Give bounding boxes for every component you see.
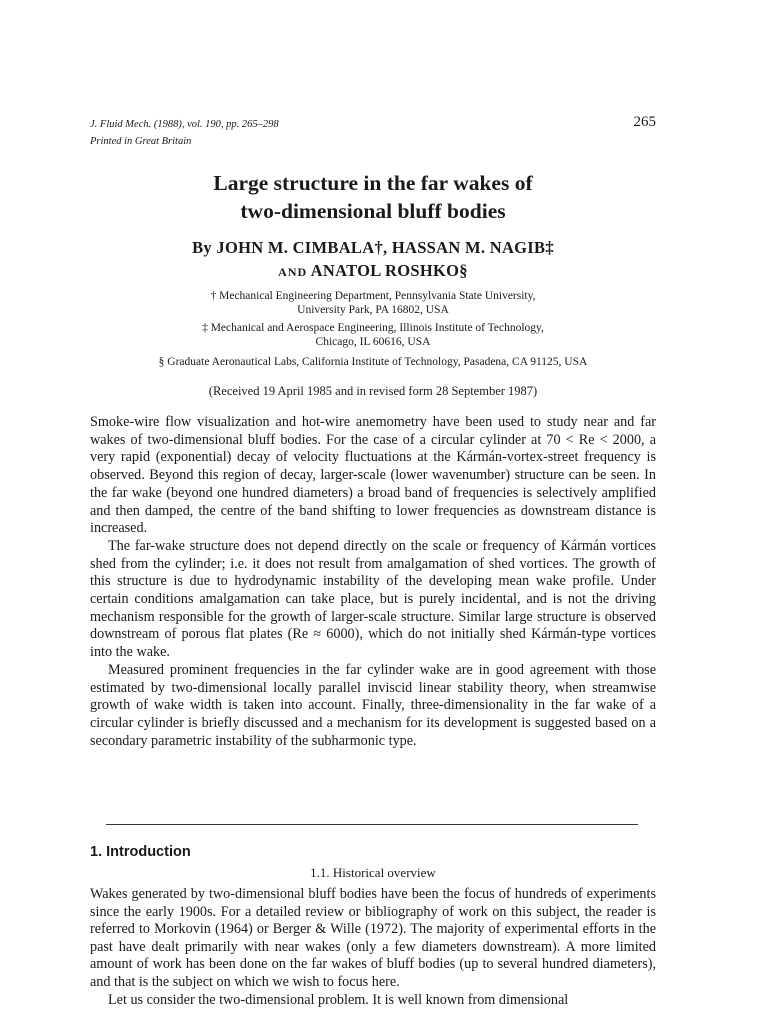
received-date: (Received 19 April 1985 and in revised form 28 September 1987) bbox=[208, 384, 538, 398]
page-number: 265 bbox=[633, 114, 656, 130]
title-line-1: Large structure in the far wakes of bbox=[213, 171, 533, 195]
affiliation-2-line-2: Chicago, IL 60616, USA bbox=[315, 336, 431, 348]
abstract bbox=[90, 414, 656, 750]
author-roshko: ANATOL ROSHKO§ bbox=[310, 261, 468, 280]
abstract-paragraph-2: The far-wake structure does not depend directly on the scale or frequency of Kármán vortices shed from the cylinder; i.e. it does not result from amalgamation of shed vortices. The growth of this structure is due to hydrodynamic instability of the developing mean wake profile. Under certain conditions amalgamation can take place, but is purely incidental, and is not the driving mechanism responsible for the growth of larger-scale structure. Similar large structure is observed downstream of porous flat plates (Re ≈ 6000), which do not initially shed Kármán-type vortices into the wake. bbox=[90, 537, 656, 661]
title-line-2: two-dimensional bluff bodies bbox=[240, 199, 506, 223]
abstract-paragraph-1: Smoke-wire flow visualization and hot-wire anemometry have been used to study near and far wakes of two-dimensional bluff bodies. For the case of a circular cylinder at 70 < Re < 2000, a very rapid (exponential) decay of velocity fluctuations at the Kármán-vortex-street frequency is observed. Beyond this region of decay, larger-scale (lower wavenumber) structure can be seen. In the far wake (beyond one hundred diameters) a broad band of frequencies is selectively amplified and then damped, the centre of the band shifting to lower frequencies as downstream distance is increased. bbox=[90, 414, 656, 537]
authors-line-1: By JOHN M. CIMBALA†, HASSAN M. NAGIB‡ bbox=[192, 238, 554, 257]
authors-line-2 bbox=[90, 259, 656, 284]
intro-paragraph-1: Wakes generated by two-dimensional bluff bodies have been the focus of hundreds of experiments since the early 1900s. For a detailed review or bibliography of work on this subject, the reader is referred to Morkovin (1964) or Berger & Wille (1972). The majority of experimental efforts in the past have dealt primarily with near wakes (only a few diameters downstream). A more limited amount of work has been done on the far wakes of bluff bodies (up to several hundred diameters), and that is the subject on which we wish to focus here. bbox=[90, 886, 656, 990]
printed-in: Printed in Great Britain bbox=[90, 136, 192, 147]
section-heading: 1. Introduction bbox=[90, 844, 191, 860]
affiliation-3-line-1: § Graduate Aeronautical Labs, California Institute of Technology, Pasadena, CA 91125, USA bbox=[158, 356, 588, 368]
journal-page bbox=[90, 0, 656, 1024]
affiliation-1 bbox=[90, 289, 656, 317]
affiliation-1-line-2: University Park, PA 16802, USA bbox=[297, 304, 449, 316]
abstract-paragraph-3: Measured prominent frequencies in the far cylinder wake are in good agreement with those estimated by two-dimensional locally parallel inviscid linear stability theory, when streamwise growth of wake width is taken into account. Finally, three-dimensionality in the far wake of a circular cylinder is briefly discussed and a mechanism for its development is suggested based on a secondary parametric instability of the subharmonic type. bbox=[90, 661, 656, 749]
running-header bbox=[90, 116, 279, 150]
subsection-heading bbox=[90, 865, 656, 881]
intro-paragraph-2: Let us consider the two-dimensional problem. It is well known from dimensional bbox=[108, 991, 569, 1008]
affiliation-1-line-1: † Mechanical Engineering Department, Pennsylvania State University, bbox=[210, 290, 536, 302]
journal-citation: J. Fluid Mech. (1988), vol. 190, pp. 265–298 bbox=[90, 119, 279, 130]
introduction-body bbox=[90, 886, 656, 1009]
paper-title bbox=[90, 169, 656, 225]
affiliation-3 bbox=[90, 355, 656, 369]
affiliation-2-line-1: ‡ Mechanical and Aerospace Engineering, Illinois Institute of Technology, bbox=[202, 322, 544, 334]
affiliation-2 bbox=[90, 321, 656, 349]
and-word: AND bbox=[278, 265, 308, 279]
section-divider bbox=[106, 824, 638, 825]
author-list bbox=[90, 236, 656, 284]
subsection-heading-text: 1.1. Historical overview bbox=[310, 865, 436, 880]
